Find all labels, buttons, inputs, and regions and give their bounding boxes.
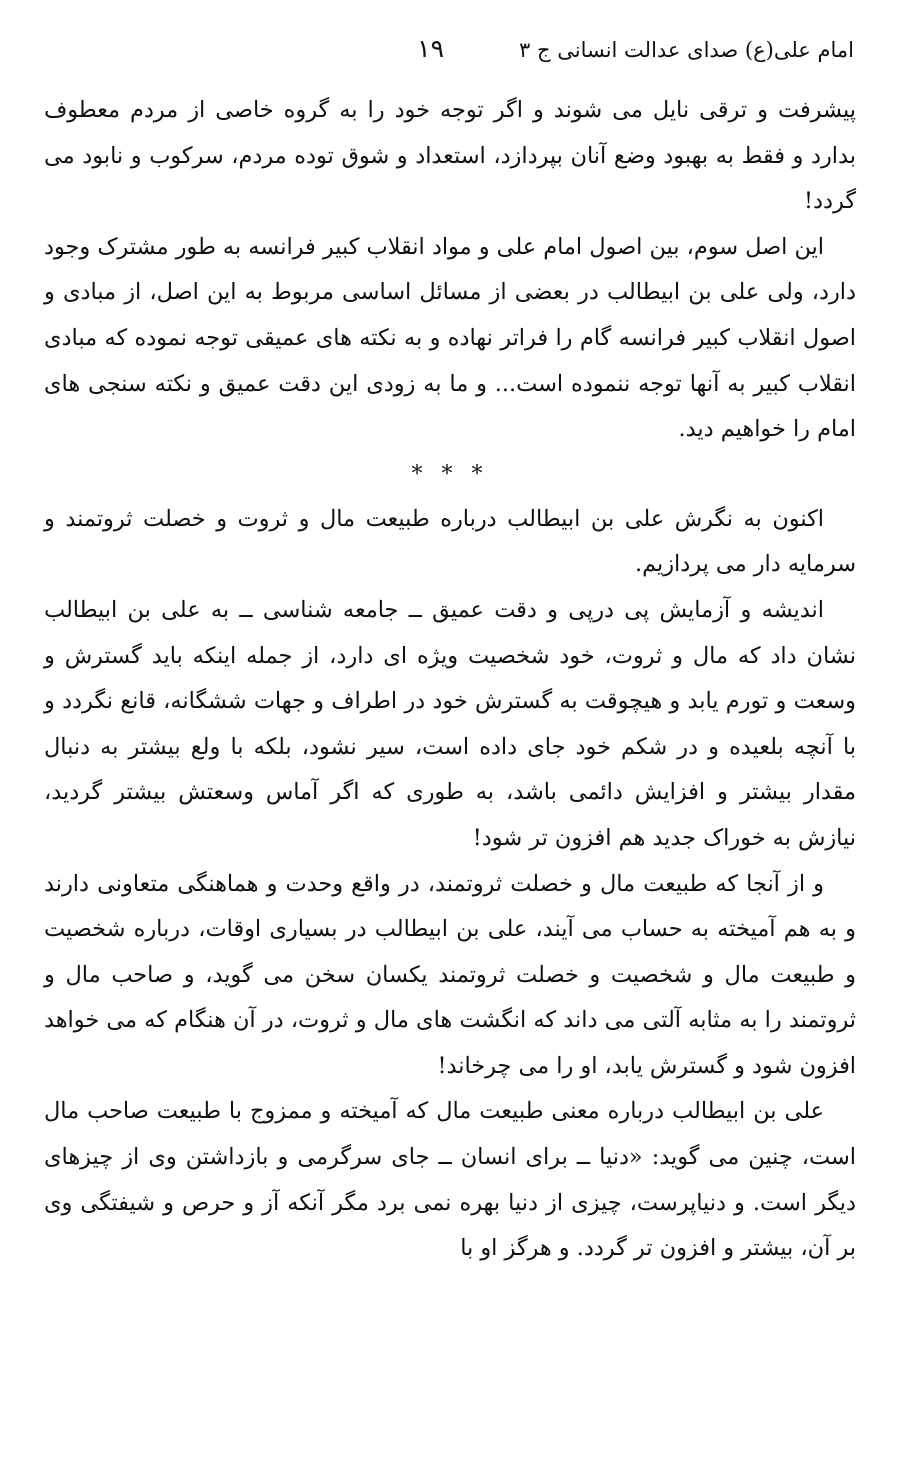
section-separator: * * *	[411, 461, 489, 487]
page-body	[44, 88, 856, 1272]
paragraph-3: اکنون به نگرش علی بن ابیطالب درباره طبیعت مال و ثروت و خصلت ثروتمند و سرمایه دار می پردازیم.	[44, 505, 856, 578]
page-number: ۱۹	[417, 34, 444, 63]
paragraph-6: علی بن ابیطالب درباره معنی طبیعت مال که آمیخته و ممزوج با طبیعت صاحب مال است، چنین می گوید: «دنیا ــ برای انسان ــ جای سرگرمی و بازداشتن وی از چیزهای دیگر است. و دنیاپرست، چیزی از دنیا بهره نمی برد مگر آنکه آز و حرص و شیفتگی وی بر آن، بیشتر و افزون تر گردد. و هرگز او با	[44, 1098, 856, 1262]
running-title: امام علی(ع) صدای عدالت انسانی ج ۳	[519, 38, 854, 62]
paragraph-1: پیشرفت و ترقی نایل می شوند و اگر توجه خود را به گروه خاصی از مردم معطوف بدارد و فقط به بهبود وضع آنان بپردازد، استعداد و شوق توده مردم، سرکوب و نابود می گردد!	[44, 97, 856, 215]
paragraph-2: این اصل سوم، بین اصول امام علی و مواد انقلاب کبیر فرانسه به طور مشترک وجود دارد، ولی علی بن ابیطالب در بعضی از مسائل اساسی مربوط به این اصل، از مبادی و اصول انقلاب کبیر فرانسه گام را فراتر نهاده و به نکته های عمیقی توجه نموده که مبادی انقلاب کبیر به آنها توجه ننموده است... و ما به زودی این دقت عمیق و نکته سنجی های امام را خواهیم دید.	[44, 233, 856, 443]
paragraph-5: و از آنجا که طبیعت مال و خصلت ثروتمند، در واقع وحدت و هماهنگی متعاونی دارند و به هم آمیخته به حساب می آیند، علی بن ابیطالب در بسیاری اوقات، درباره شخصیت و طبیعت مال و شخصیت و خصلت ثروتمند یکسان سخن می گوید، و صاحب مال و ثروتمند را به مثابه آلتی می داند که انگشت های مال و ثروت، در آن هنگام که می خواهد افزون شود و گسترش یابد، او را می چرخاند!	[44, 870, 856, 1079]
page-header	[40, 34, 854, 74]
paragraph-4: اندیشه و آزمایش پی درپی و دقت عمیق ــ جامعه شناسی ــ به علی بن ابیطالب نشان داد که مال و ثروت، خود شخصیت ویژه ای دارد، از جمله اینکه باید گسترش و وسعت و تورم یابد و هیچوقت به گسترش خود در اطراف و جهات ششگانه، قانع نگردد و با آنچه بلعیده و در شکم خود جای داده است، سیر نشود، بلکه با ولع بیشتر به دنبال مقدار بیشتر و افزایش دائمی باشد، به طوری که اگر آماس وسعتش بیشتر گردید، نیازش به خوراک جدید هم افزون تر شود!	[44, 596, 856, 851]
